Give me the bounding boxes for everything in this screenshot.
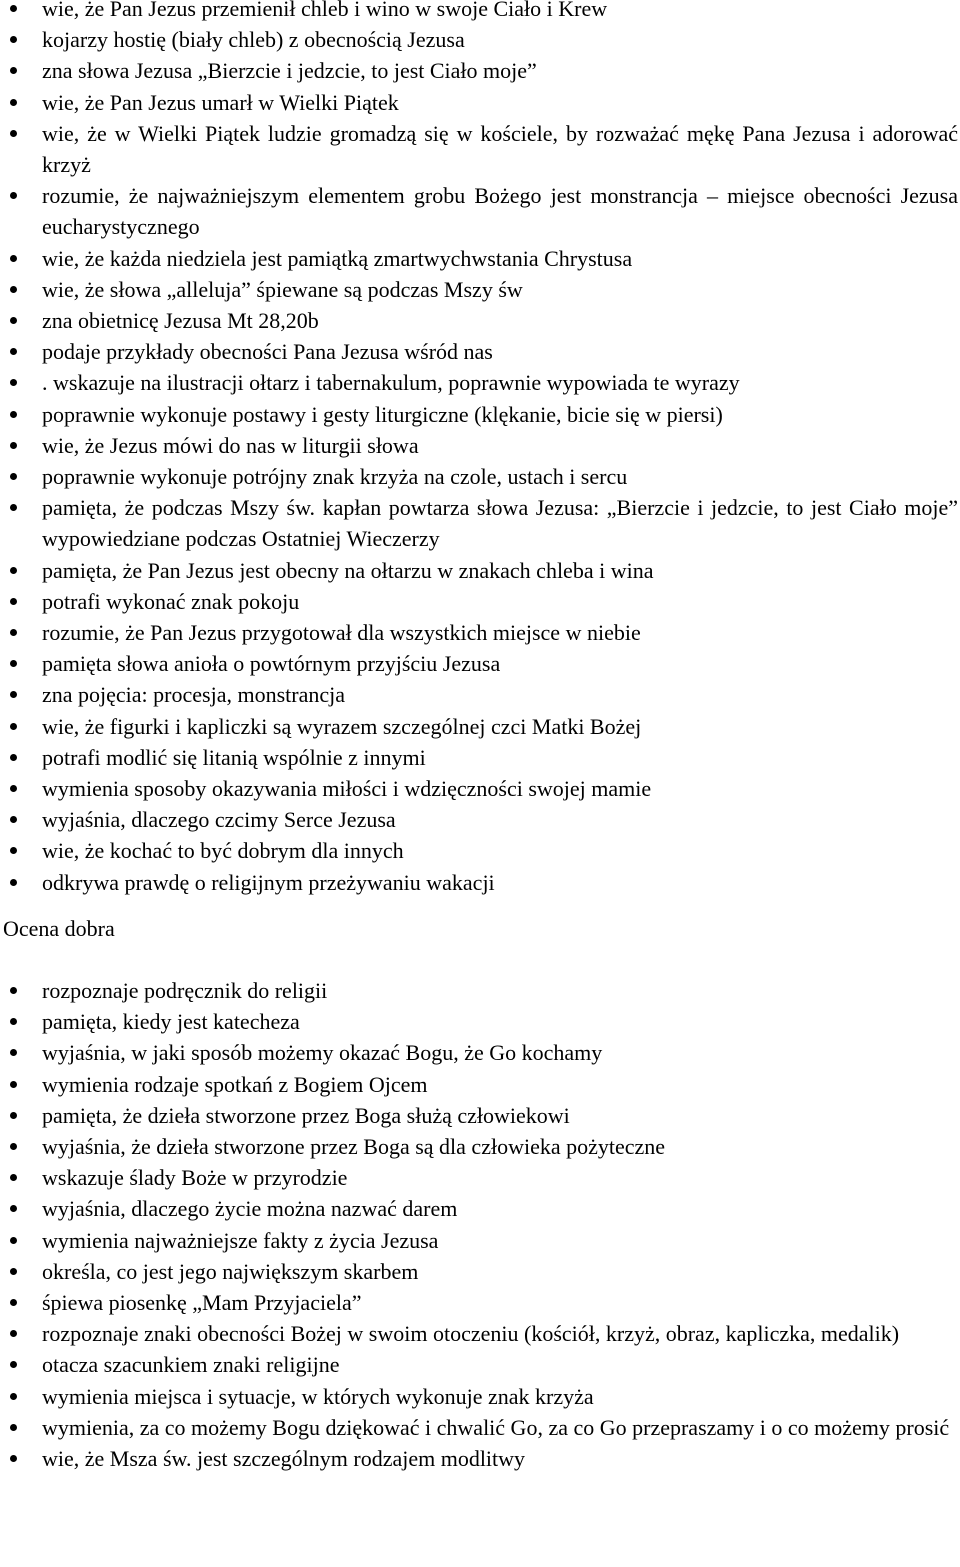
list-item-text: wie, że Pan Jezus umarł w Wielki Piątek xyxy=(42,89,399,115)
bullet-icon xyxy=(10,67,17,74)
list-item-text: wie, że Msza św. jest szczególnym rodzajem modlitwy xyxy=(42,1445,526,1471)
list-item-text: wie, że każda niedziela jest pamiątką zmartwychwstania Chrystusa xyxy=(42,245,633,271)
bullet-icon xyxy=(10,411,17,418)
list-item xyxy=(0,1069,960,1100)
bullet-icon xyxy=(10,1393,17,1400)
bullet-icon xyxy=(10,1143,17,1150)
list-item xyxy=(0,1349,960,1380)
list-item xyxy=(0,24,960,55)
list-item-text: wyjaśnia, w jaki sposób możemy okazać Bogu, że Go kochamy xyxy=(42,1040,603,1066)
list-item xyxy=(0,679,960,710)
list-item-text: wie, że Jezus mówi do nas w liturgii słowa xyxy=(42,432,419,458)
bullet-icon xyxy=(10,691,17,698)
list-item-text: wymienia, za co możemy Bogu dziękować i chwalić Go, za co Go przepraszamy i o co możemy prosić xyxy=(42,1414,950,1440)
list-item xyxy=(0,804,960,835)
list-item-text: pamięta, że Pan Jezus jest obecny na ołtarzu w znakach chleba i wina xyxy=(42,557,654,583)
bullet-icon xyxy=(10,1081,17,1088)
bullet-icon xyxy=(10,1018,17,1025)
list-item-text: wskazuje ślady Boże w przyrodzie xyxy=(42,1165,348,1191)
list-item xyxy=(0,305,960,336)
list-item-text: zna słowa Jezusa „Bierzcie i jedzcie, to jest Ciało moje” xyxy=(42,58,537,84)
list-item-text: pamięta, że dzieła stworzone przez Boga służą człowiekowi xyxy=(42,1102,570,1128)
bullet-icon xyxy=(10,99,17,106)
list-item xyxy=(0,867,960,898)
list-item-text: wymienia najważniejsze fakty z życia Jezusa xyxy=(42,1227,439,1253)
list-item-text: podaje przykłady obecności Pana Jezusa wśród nas xyxy=(42,339,493,365)
list-item xyxy=(0,274,960,305)
list-item-text: potrafi modlić się litanią wspólnie z innymi xyxy=(42,744,426,770)
list-item xyxy=(0,1131,960,1162)
bullet-icon xyxy=(10,473,17,480)
list-item xyxy=(0,711,960,742)
bullet-icon xyxy=(10,36,17,43)
list-item xyxy=(0,1037,960,1068)
list-item xyxy=(0,430,960,461)
criteria-list-2 xyxy=(0,975,960,1474)
list-item xyxy=(0,773,960,804)
bullet-icon xyxy=(10,1237,17,1244)
list-item xyxy=(0,586,960,617)
bullet-icon xyxy=(10,629,17,636)
list-item-text: wie, że Pan Jezus przemienił chleb i wino w swoje Ciało i Krew xyxy=(42,0,608,21)
list-item-text: poprawnie wykonuje postawy i gesty liturgiczne (klękanie, bicie się w piersi) xyxy=(42,401,723,427)
list-item-text: wymienia sposoby okazywania miłości i wdzięczności swojej mamie xyxy=(42,776,652,802)
list-item-text: pamięta słowa anioła o powtórnym przyjściu Jezusa xyxy=(42,651,501,677)
list-item xyxy=(0,0,960,24)
bullet-icon xyxy=(10,255,17,262)
list-item-text: wie, że kochać to być dobrym dla innych xyxy=(42,838,404,864)
list-item xyxy=(0,87,960,118)
list-item xyxy=(0,648,960,679)
list-item-text: potrafi wykonać znak pokoju xyxy=(42,588,300,614)
list-item xyxy=(0,617,960,648)
list-item xyxy=(0,1381,960,1412)
list-item-text: rozpoznaje znaki obecności Bożej w swoim otoczeniu (kościół, krzyż, obraz, kapliczka, medalik) xyxy=(42,1321,900,1347)
list-item xyxy=(0,1162,960,1193)
bullet-icon xyxy=(10,785,17,792)
list-item xyxy=(0,367,960,398)
section-heading-ocena-dobra: Ocena dobra xyxy=(3,915,115,941)
bullet-icon xyxy=(10,1268,17,1275)
list-item-text: wyjaśnia, dlaczego czcimy Serce Jezusa xyxy=(42,807,396,833)
list-item-text: rozpoznaje podręcznik do religii xyxy=(42,977,328,1003)
list-item-text: poprawnie wykonuje potrójny znak krzyża na czole, ustach i sercu xyxy=(42,464,628,490)
list-item-text: pamięta, że podczas Mszy św. kapłan powtarza słowa Jezusa: „Bierzcie i jedzcie, to jest Ciało moje” wypowiedziane podczas Ostatniej Wieczerzy xyxy=(42,495,958,552)
bullet-icon xyxy=(10,286,17,293)
list-item-text: otacza szacunkiem znaki religijne xyxy=(42,1352,340,1378)
list-item-text: kojarzy hostię (biały chleb) z obecnością Jezusa xyxy=(42,27,465,53)
bullet-icon xyxy=(10,754,17,761)
list-item-text: wyjaśnia, że dzieła stworzone przez Boga są dla człowieka pożyteczne xyxy=(42,1133,666,1159)
bullet-icon xyxy=(10,1049,17,1056)
list-item-text: zna pojęcia: procesja, monstrancja xyxy=(42,682,345,708)
list-item-text: wie, że słowa „alleluja” śpiewane są podczas Mszy św xyxy=(42,276,523,302)
bullet-icon xyxy=(10,1455,17,1462)
bullet-icon xyxy=(10,816,17,823)
list-item xyxy=(0,180,960,242)
list-item-text: określa, co jest jego największym skarbem xyxy=(42,1258,419,1284)
list-item xyxy=(0,555,960,586)
list-item-text: wymienia miejsca i sytuacje, w których wykonuje znak krzyża xyxy=(42,1383,594,1409)
list-item xyxy=(0,1412,960,1443)
bullet-icon xyxy=(10,1424,17,1431)
bullet-icon xyxy=(10,130,17,137)
list-item xyxy=(0,461,960,492)
list-item-text: pamięta, kiedy jest katecheza xyxy=(42,1009,300,1035)
list-item xyxy=(0,118,960,180)
bullet-icon xyxy=(10,567,17,574)
list-item-text: . wskazuje na ilustracji ołtarz i tabernakulum, poprawnie wypowiada te wyrazy xyxy=(42,370,740,396)
bullet-icon xyxy=(10,442,17,449)
bullet-icon xyxy=(10,1112,17,1119)
list-item xyxy=(0,1100,960,1131)
list-item-text: rozumie, że Pan Jezus przygotował dla wszystkich miejsce w niebie xyxy=(42,620,641,646)
list-item-text: zna obietnicę Jezusa Mt 28,20b xyxy=(42,308,319,334)
list-item xyxy=(0,1225,960,1256)
bullet-icon xyxy=(10,1174,17,1181)
list-item xyxy=(0,1443,960,1474)
bullet-icon xyxy=(10,5,17,12)
list-item xyxy=(0,243,960,274)
list-item-text: odkrywa prawdę o religijnym przeżywaniu wakacji xyxy=(42,869,495,895)
bullet-icon xyxy=(10,348,17,355)
bullet-icon xyxy=(10,723,17,730)
list-item-text: wie, że w Wielki Piątek ludzie gromadzą się w kościele, by rozważać mękę Pana Jezusa i adorować krzyż xyxy=(42,120,958,178)
list-item xyxy=(0,1006,960,1037)
list-item xyxy=(0,1287,960,1318)
list-item-text: wymienia rodzaje spotkań z Bogiem Ojcem xyxy=(42,1071,428,1097)
bullet-icon xyxy=(10,192,17,199)
bullet-icon xyxy=(10,660,17,667)
list-item xyxy=(0,975,960,1006)
list-item xyxy=(0,1256,960,1287)
bullet-icon xyxy=(10,598,17,605)
bullet-icon xyxy=(10,379,17,386)
bullet-icon xyxy=(10,1330,17,1337)
list-item xyxy=(0,55,960,86)
list-item xyxy=(0,742,960,773)
list-item-text: śpiewa piosenkę „Mam Przyjaciela” xyxy=(42,1289,362,1315)
bullet-icon xyxy=(10,504,17,511)
bullet-icon xyxy=(10,847,17,854)
bullet-icon xyxy=(10,1361,17,1368)
bullet-icon xyxy=(10,1205,17,1212)
list-item-text: wie, że figurki i kapliczki są wyrazem szczególnej czci Matki Bożej xyxy=(42,713,642,739)
bullet-icon xyxy=(10,987,17,994)
list-item xyxy=(0,492,960,554)
bullet-icon xyxy=(10,1299,17,1306)
bullet-icon xyxy=(10,317,17,324)
list-item xyxy=(0,1193,960,1224)
list-item xyxy=(0,1318,960,1349)
bullet-icon xyxy=(10,879,17,886)
list-item xyxy=(0,835,960,866)
list-item xyxy=(0,336,960,367)
list-item-text: rozumie, że najważniejszym elementem grobu Bożego jest monstrancja – miejsce obecności Jezusa eucharystycznego xyxy=(42,183,958,240)
list-item xyxy=(0,399,960,430)
list-item-text: wyjaśnia, dlaczego życie można nazwać darem xyxy=(42,1196,458,1222)
